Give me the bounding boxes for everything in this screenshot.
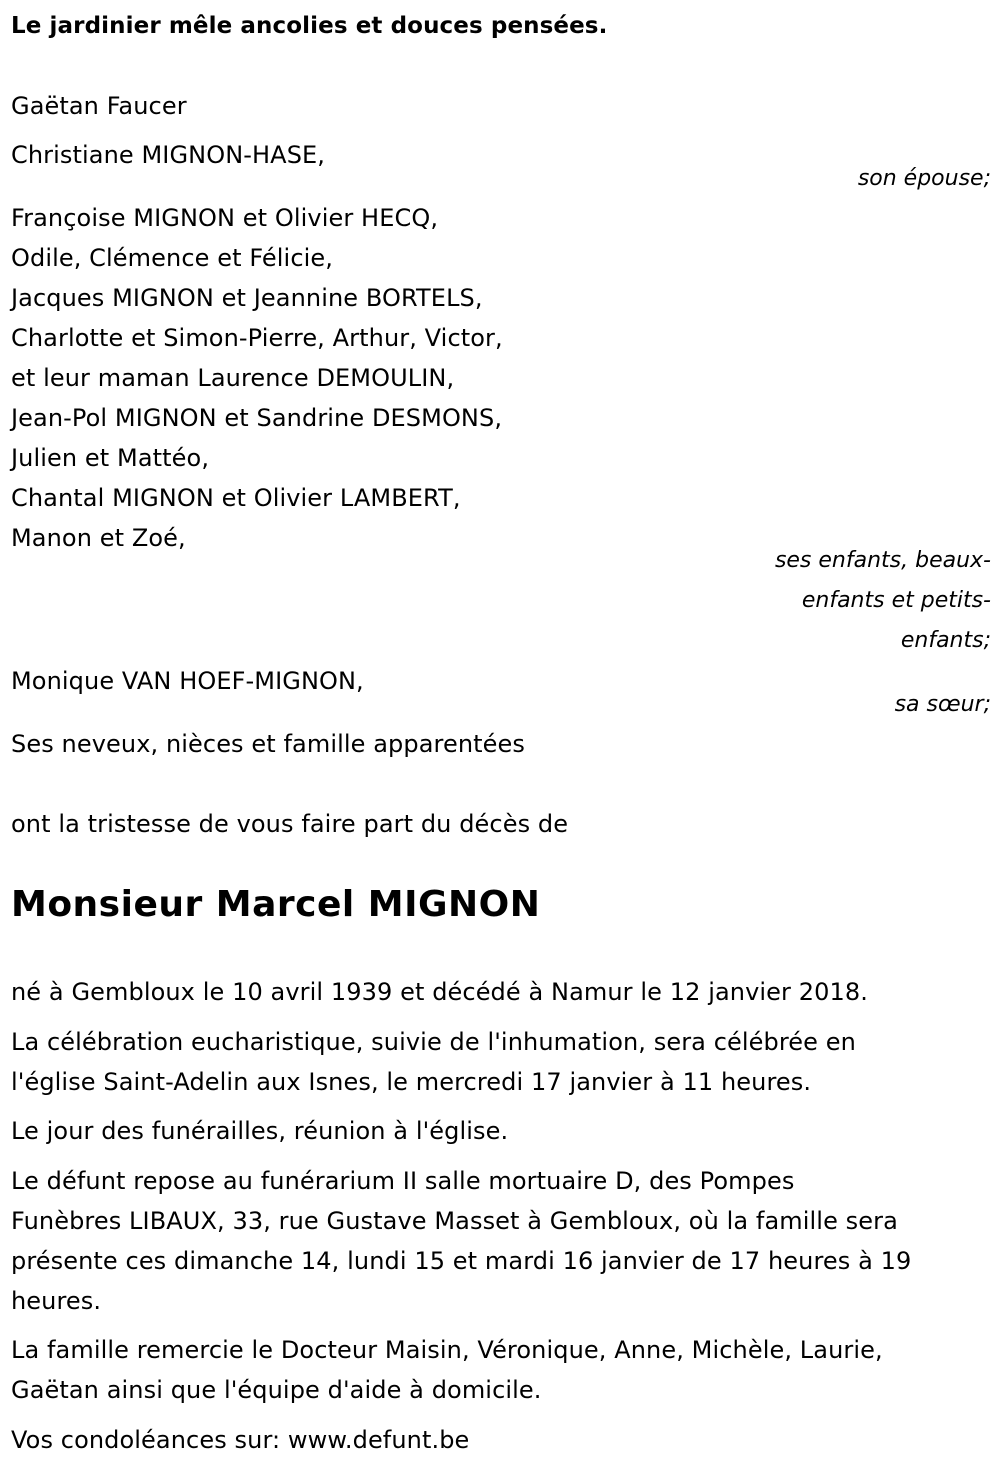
relatives: Ses neveux, nièces et famille apparentées bbox=[11, 730, 525, 758]
children-line: Odile, Clémence et Félicie, bbox=[11, 244, 333, 272]
children-line: Charlotte et Simon-Pierre, Arthur, Victor, bbox=[11, 324, 503, 352]
children-role-line: enfants; bbox=[900, 628, 991, 653]
children-line: Françoise MIGNON et Olivier HECQ, bbox=[11, 204, 439, 232]
sister-name: Monique VAN HOEF-MIGNON, bbox=[11, 667, 364, 695]
friend-name: Gaëtan Faucer bbox=[11, 92, 187, 120]
motto: Le jardinier mêle ancolies et douces pensées. bbox=[11, 13, 608, 39]
announcement: ont la tristesse de vous faire part du décès de bbox=[11, 810, 569, 838]
spouse-role: son épouse; bbox=[857, 166, 991, 191]
children-line: Jean-Pol MIGNON et Sandrine DESMONS, bbox=[11, 404, 503, 432]
thanks-line: La famille remercie le Docteur Maisin, Véronique, Anne, Michèle, Laurie, bbox=[11, 1336, 883, 1364]
children-role-line: ses enfants, beaux- bbox=[774, 548, 991, 573]
viewing-line: Le défunt repose au funérarium II salle mortuaire D, des Pompes bbox=[11, 1167, 795, 1195]
children-line: et leur maman Laurence DEMOULIN, bbox=[11, 364, 455, 392]
children-line: Julien et Mattéo, bbox=[11, 444, 210, 472]
spouse-name: Christiane MIGNON-HASE, bbox=[11, 141, 326, 169]
children-line: Manon et Zoé, bbox=[11, 524, 186, 552]
children-line: Jacques MIGNON et Jeannine BORTELS, bbox=[11, 284, 483, 312]
meeting-info: Le jour des funérailles, réunion à l'église. bbox=[11, 1117, 509, 1145]
sister-role: sa sœur; bbox=[894, 692, 991, 717]
birth-death: né à Gembloux le 10 avril 1939 et décédé à Namur le 12 janvier 2018. bbox=[11, 978, 868, 1006]
viewing-line: présente ces dimanche 14, lundi 15 et mardi 16 janvier de 17 heures à 19 bbox=[11, 1247, 912, 1275]
viewing-line: Funèbres LIBAUX, 33, rue Gustave Masset à Gembloux, où la famille sera bbox=[11, 1207, 898, 1235]
viewing-line: heures. bbox=[11, 1287, 102, 1315]
children-line: Chantal MIGNON et Olivier LAMBERT, bbox=[11, 484, 461, 512]
condolences-link[interactable]: Vos condoléances sur: www.defunt.be bbox=[11, 1426, 470, 1454]
children-role-line: enfants et petits- bbox=[801, 588, 991, 613]
ceremony-line: l'église Saint-Adelin aux Isnes, le mercredi 17 janvier à 11 heures. bbox=[11, 1068, 812, 1096]
ceremony-line: La célébration eucharistique, suivie de l'inhumation, sera célébrée en bbox=[11, 1028, 856, 1056]
obituary-notice bbox=[11, 0, 991, 1470]
deceased-name: Monsieur Marcel MIGNON bbox=[11, 884, 541, 925]
thanks-line: Gaëtan ainsi que l'équipe d'aide à domicile. bbox=[11, 1376, 542, 1404]
